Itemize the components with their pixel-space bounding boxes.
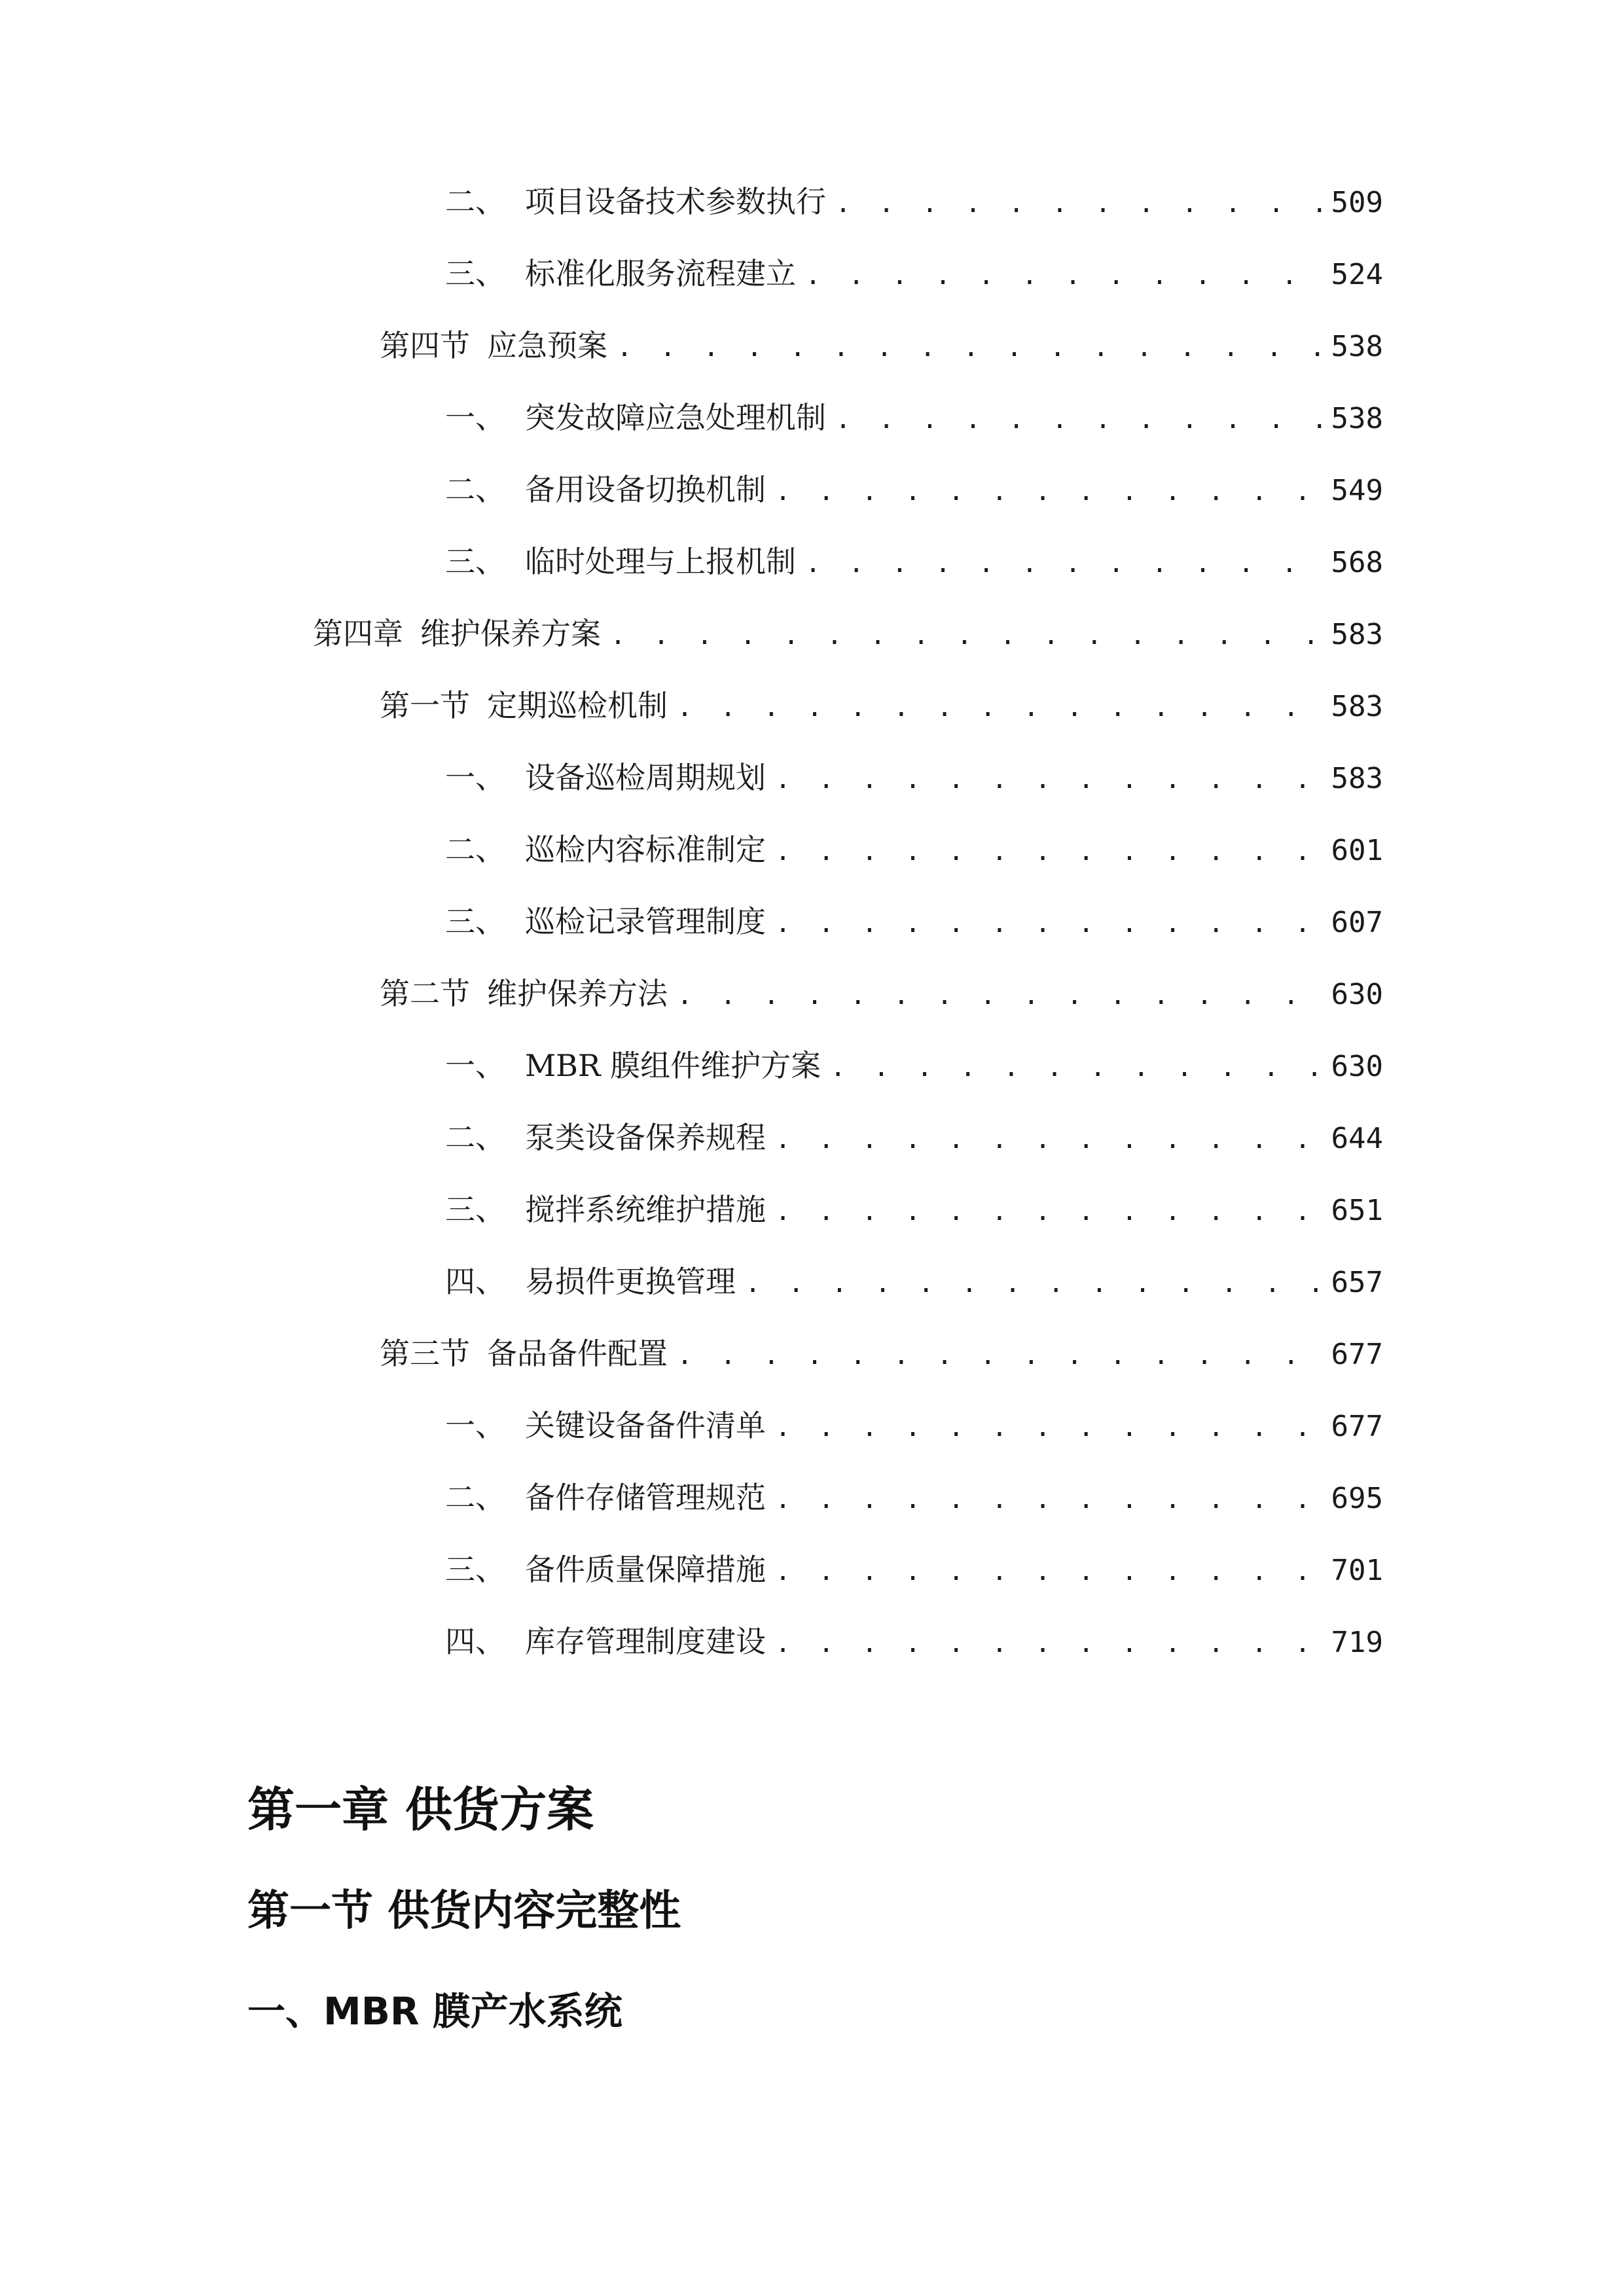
toc-page-number: 568 [1331, 546, 1383, 579]
toc-entry-number: 第一节 [380, 688, 470, 723]
toc-entry-number: 一、 [445, 1408, 505, 1443]
toc-dot-leader [805, 544, 1322, 583]
toc-page-number: 630 [1331, 978, 1383, 1011]
toc-entry-title: 项目设备技术参数执行 [525, 184, 826, 219]
toc-entry-title: 备品备件配置 [487, 1336, 668, 1371]
toc-dot-leader [830, 1048, 1322, 1087]
toc-entry-title: 突发故障应急处理机制 [525, 400, 826, 435]
toc-entry-title: MBR 膜组件维护方案 [525, 1048, 821, 1083]
toc-entry-number: 第三节 [380, 1336, 470, 1371]
toc-page-number: 583 [1331, 618, 1383, 651]
toc-dot-leader [677, 688, 1322, 727]
toc-entry-title: 备件存储管理规范 [525, 1480, 766, 1515]
toc-entry-number: 二、 [445, 1120, 505, 1155]
toc-dot-leader [775, 1192, 1322, 1231]
toc-page-number: 549 [1331, 474, 1383, 507]
toc-dot-leader [775, 1120, 1322, 1159]
toc-dot-leader [835, 184, 1322, 223]
toc-page-number: 719 [1331, 1626, 1383, 1659]
toc-page-number: 583 [1331, 762, 1383, 795]
toc-dot-leader [677, 1336, 1322, 1375]
toc-entry-number: 一、 [445, 1048, 505, 1083]
toc-entry[interactable] [445, 470, 1383, 509]
toc-page-number: 695 [1331, 1482, 1383, 1515]
toc-entry-title: 搅拌系统维护措施 [525, 1192, 766, 1227]
toc-dot-leader [745, 1264, 1322, 1303]
toc-dot-leader [677, 976, 1322, 1015]
toc-page-number: 630 [1331, 1050, 1383, 1083]
toc-entry-title: 库存管理制度建设 [525, 1624, 766, 1659]
toc-dot-leader [775, 832, 1322, 871]
toc-dot-leader [775, 1624, 1322, 1663]
toc-page-number: 677 [1331, 1338, 1383, 1371]
toc-entry-title: 备用设备切换机制 [525, 472, 766, 507]
toc-entry-title: 应急预案 [487, 328, 607, 363]
toc-entry-number: 三、 [445, 544, 505, 579]
toc-entry-number: 三、 [445, 1192, 505, 1227]
toc-entry[interactable] [445, 1550, 1383, 1589]
toc-dot-leader [617, 328, 1322, 367]
toc-entry-number: 二、 [445, 184, 505, 219]
toc-entry-number: 三、 [445, 256, 505, 291]
toc-entry[interactable] [445, 254, 1383, 293]
toc-entry[interactable] [445, 1406, 1383, 1445]
toc-entry[interactable] [445, 758, 1383, 797]
toc-entry-title: 易损件更换管理 [525, 1264, 736, 1299]
toc-dot-leader [610, 616, 1322, 655]
toc-page-number: 601 [1331, 834, 1383, 867]
toc-entry[interactable] [445, 902, 1383, 941]
toc-entry-title: 设备巡检周期规划 [525, 760, 766, 795]
toc-dot-leader [805, 256, 1322, 295]
chapter-heading: 第一章 供货方案 [247, 1782, 594, 1837]
toc-entry-number: 一、 [445, 760, 505, 795]
toc-page-number: 509 [1331, 186, 1383, 219]
toc-entry[interactable] [380, 326, 1383, 365]
toc-entry-title: 维护保养方案 [420, 616, 601, 651]
toc-entry-number: 第二节 [380, 976, 470, 1011]
toc-dot-leader [835, 400, 1322, 439]
toc-entry-title: 关键设备备件清单 [525, 1408, 766, 1443]
toc-page-number: 538 [1331, 402, 1383, 435]
toc-dot-leader [775, 1480, 1322, 1519]
toc-entry-number: 二、 [445, 472, 505, 507]
toc-entry-title: 巡检记录管理制度 [525, 904, 766, 939]
toc-entry[interactable] [445, 830, 1383, 869]
toc-entry-number: 三、 [445, 904, 505, 939]
toc-entry-title: 定期巡检机制 [487, 688, 668, 723]
toc-entry[interactable] [445, 1046, 1383, 1085]
toc-dot-leader [775, 1408, 1322, 1447]
toc-page-number: 644 [1331, 1122, 1383, 1155]
toc-entry-title: 维护保养方法 [487, 976, 668, 1011]
toc-entry-number: 第四章 [313, 616, 403, 651]
toc-dot-leader [775, 1552, 1322, 1591]
toc-entry[interactable] [445, 542, 1383, 581]
toc-entry[interactable] [445, 1622, 1383, 1661]
toc-page-number: 607 [1331, 906, 1383, 939]
toc-entry[interactable] [380, 686, 1383, 725]
toc-entry-number: 一、 [445, 400, 505, 435]
toc-entry[interactable] [445, 182, 1383, 221]
toc-page-number: 524 [1331, 258, 1383, 291]
section-heading: 第一节 供货内容完整性 [247, 1887, 681, 1935]
toc-dot-leader [775, 904, 1322, 943]
subsection-heading: 一、MBR 膜产水系统 [247, 1989, 623, 2034]
toc-page-number: 583 [1331, 690, 1383, 723]
toc-entry[interactable] [445, 398, 1383, 437]
toc-entry-title: 临时处理与上报机制 [525, 544, 796, 579]
toc-entry[interactable] [445, 1478, 1383, 1517]
toc-entry-title: 备件质量保障措施 [525, 1552, 766, 1587]
toc-page-number: 538 [1331, 330, 1383, 363]
toc-entry[interactable] [380, 974, 1383, 1013]
toc-page-number: 701 [1331, 1554, 1383, 1587]
toc-page-number: 657 [1331, 1266, 1383, 1299]
toc-entry[interactable] [445, 1118, 1383, 1157]
toc-page-number: 651 [1331, 1194, 1383, 1227]
toc-entry-title: 泵类设备保养规程 [525, 1120, 766, 1155]
toc-entry-number: 四、 [445, 1264, 505, 1299]
toc-entry[interactable] [313, 614, 1383, 653]
toc-dot-leader [775, 472, 1322, 511]
toc-dot-leader [775, 760, 1322, 799]
toc-entry[interactable] [445, 1190, 1383, 1229]
toc-entry[interactable] [445, 1262, 1383, 1301]
toc-entry-number: 四、 [445, 1624, 505, 1659]
toc-page-number: 677 [1331, 1410, 1383, 1443]
toc-entry-number: 第四节 [380, 328, 470, 363]
toc-entry[interactable] [380, 1334, 1383, 1373]
toc-entry-title: 巡检内容标准制定 [525, 832, 766, 867]
toc-entry-number: 二、 [445, 1480, 505, 1515]
toc-entry-number: 三、 [445, 1552, 505, 1587]
toc-entry-number: 二、 [445, 832, 505, 867]
toc-entry-title: 标准化服务流程建立 [525, 256, 796, 291]
